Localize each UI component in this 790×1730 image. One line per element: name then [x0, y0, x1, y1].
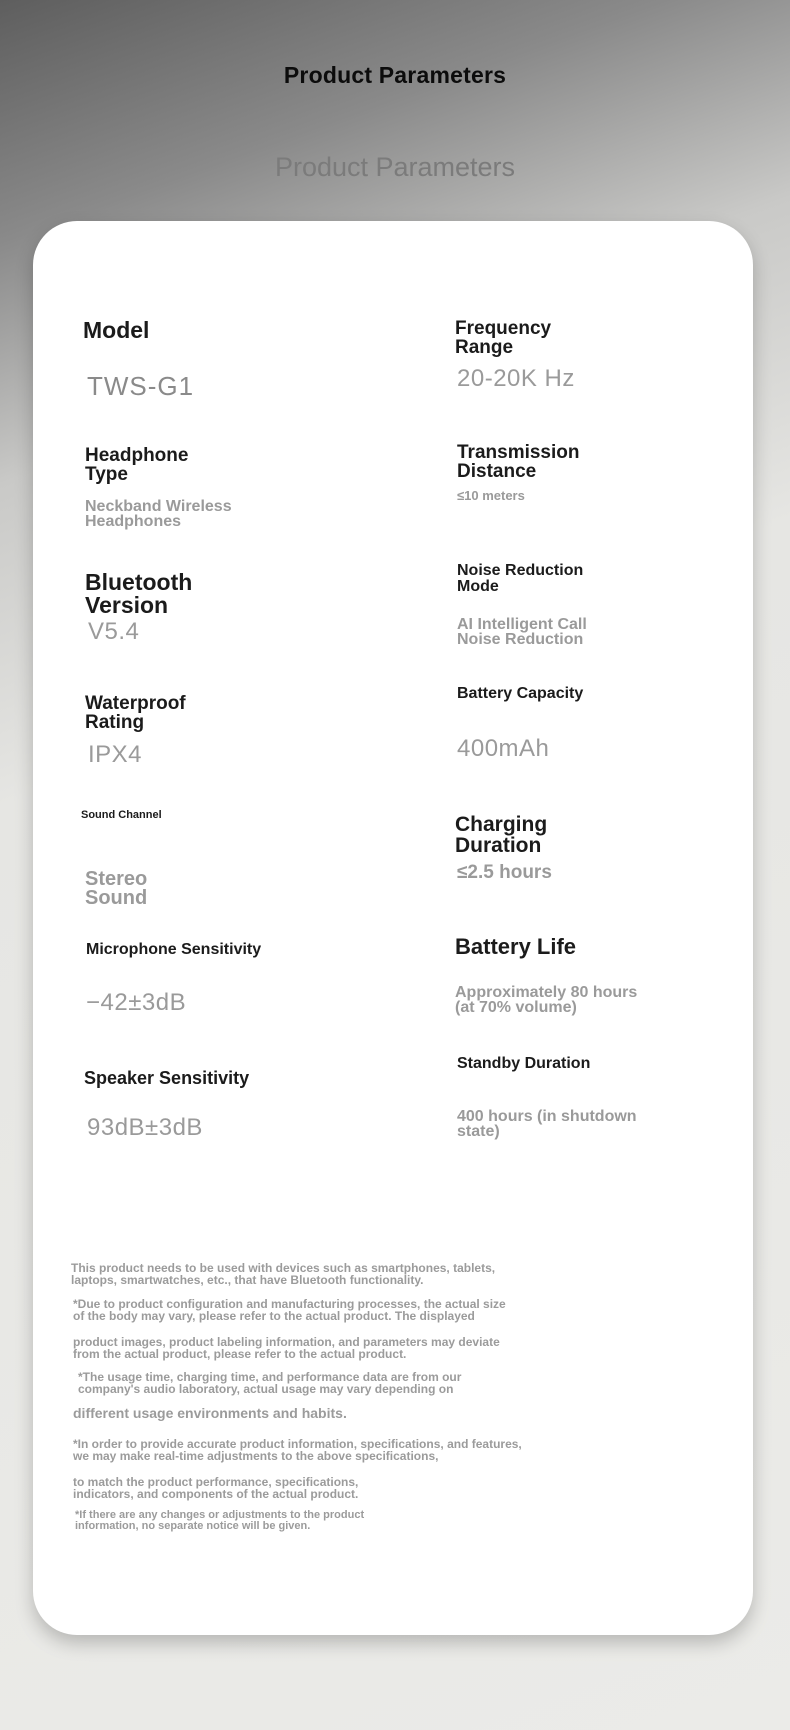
- footnote-no-notice: *If there are any changes or adjustments to the product information, no separate notice will be given.: [75, 1509, 365, 1532]
- charging-duration-label: Charging Duration: [455, 813, 548, 857]
- frequency-range-label: Frequency Range: [455, 318, 552, 358]
- waterproof-rating-label: Waterproof Rating: [85, 693, 186, 733]
- parameters-card: [33, 221, 753, 1635]
- noise-reduction-mode-value: AI Intelligent Call Noise Reduction: [457, 616, 587, 649]
- speaker-sensitivity-label: Speaker Sensitivity: [84, 1068, 250, 1088]
- transmission-distance-label: Transmission Distance: [457, 442, 580, 482]
- charging-duration-value: ≤2.5 hours: [457, 862, 552, 883]
- battery-capacity-label: Battery Capacity: [457, 685, 584, 702]
- footnote-bluetooth-devices: This product needs to be used with devices such as smartphones, tablets, laptops, smartwatches, etc., that have Bluetooth functionality.: [71, 1261, 496, 1287]
- standby-duration-value: 400 hours (in shutdown state): [457, 1108, 637, 1141]
- battery-life-value: Approximately 80 hours (at 70% volume): [455, 984, 638, 1017]
- transmission-distance-value: ≤10 meters: [457, 488, 525, 503]
- standby-duration-label: Standby Duration: [457, 1055, 591, 1072]
- noise-reduction-mode-label: Noise Reduction Mode: [457, 562, 584, 595]
- bluetooth-version-label: Bluetooth Version: [85, 569, 193, 618]
- footnote-match-performance: to match the product performance, specifications, indicators, and components of the actual product.: [73, 1475, 359, 1501]
- sound-channel-label: Sound Channel: [81, 809, 162, 821]
- footnote-size-variation: *Due to product configuration and manufacturing processes, the actual size of the body may vary, please refer to the actual product. The displayed: [73, 1297, 506, 1323]
- footnote-usage-habits: different usage environments and habits.: [73, 1405, 347, 1421]
- bluetooth-version-value: V5.4: [88, 618, 140, 645]
- microphone-sensitivity-value: −42±3dB: [86, 989, 187, 1016]
- speaker-sensitivity-value: 93dB±3dB: [87, 1114, 203, 1141]
- footnote-image-deviation: product images, product labeling information, and parameters may deviate from the actual product, please refer to the actual product.: [73, 1335, 500, 1361]
- headphone-type-value: Neckband Wireless Headphones: [85, 498, 232, 531]
- page-subtitle: Product Parameters: [274, 152, 516, 182]
- model-label: Model: [83, 317, 150, 343]
- footnote-realtime-adjustments: *In order to provide accurate product information, specifications, and features, we may make real-time adjustments to the above specifications,: [73, 1437, 522, 1463]
- model-value: TWS-G1: [87, 371, 195, 401]
- waterproof-rating-value: IPX4: [88, 741, 143, 768]
- sound-channel-value: Stereo Sound: [85, 868, 148, 909]
- microphone-sensitivity-label: Microphone Sensitivity: [86, 941, 262, 958]
- headphone-type-label: Headphone Type: [85, 445, 189, 485]
- footnote-usage-time: *The usage time, charging time, and performance data are from our company's audio laboratory, actual usage may vary depending on: [78, 1370, 462, 1396]
- frequency-range-value: 20-20K Hz: [457, 365, 575, 392]
- battery-capacity-value: 400mAh: [457, 735, 550, 762]
- battery-life-label: Battery Life: [455, 934, 577, 959]
- page-title: Product Parameters: [283, 62, 507, 88]
